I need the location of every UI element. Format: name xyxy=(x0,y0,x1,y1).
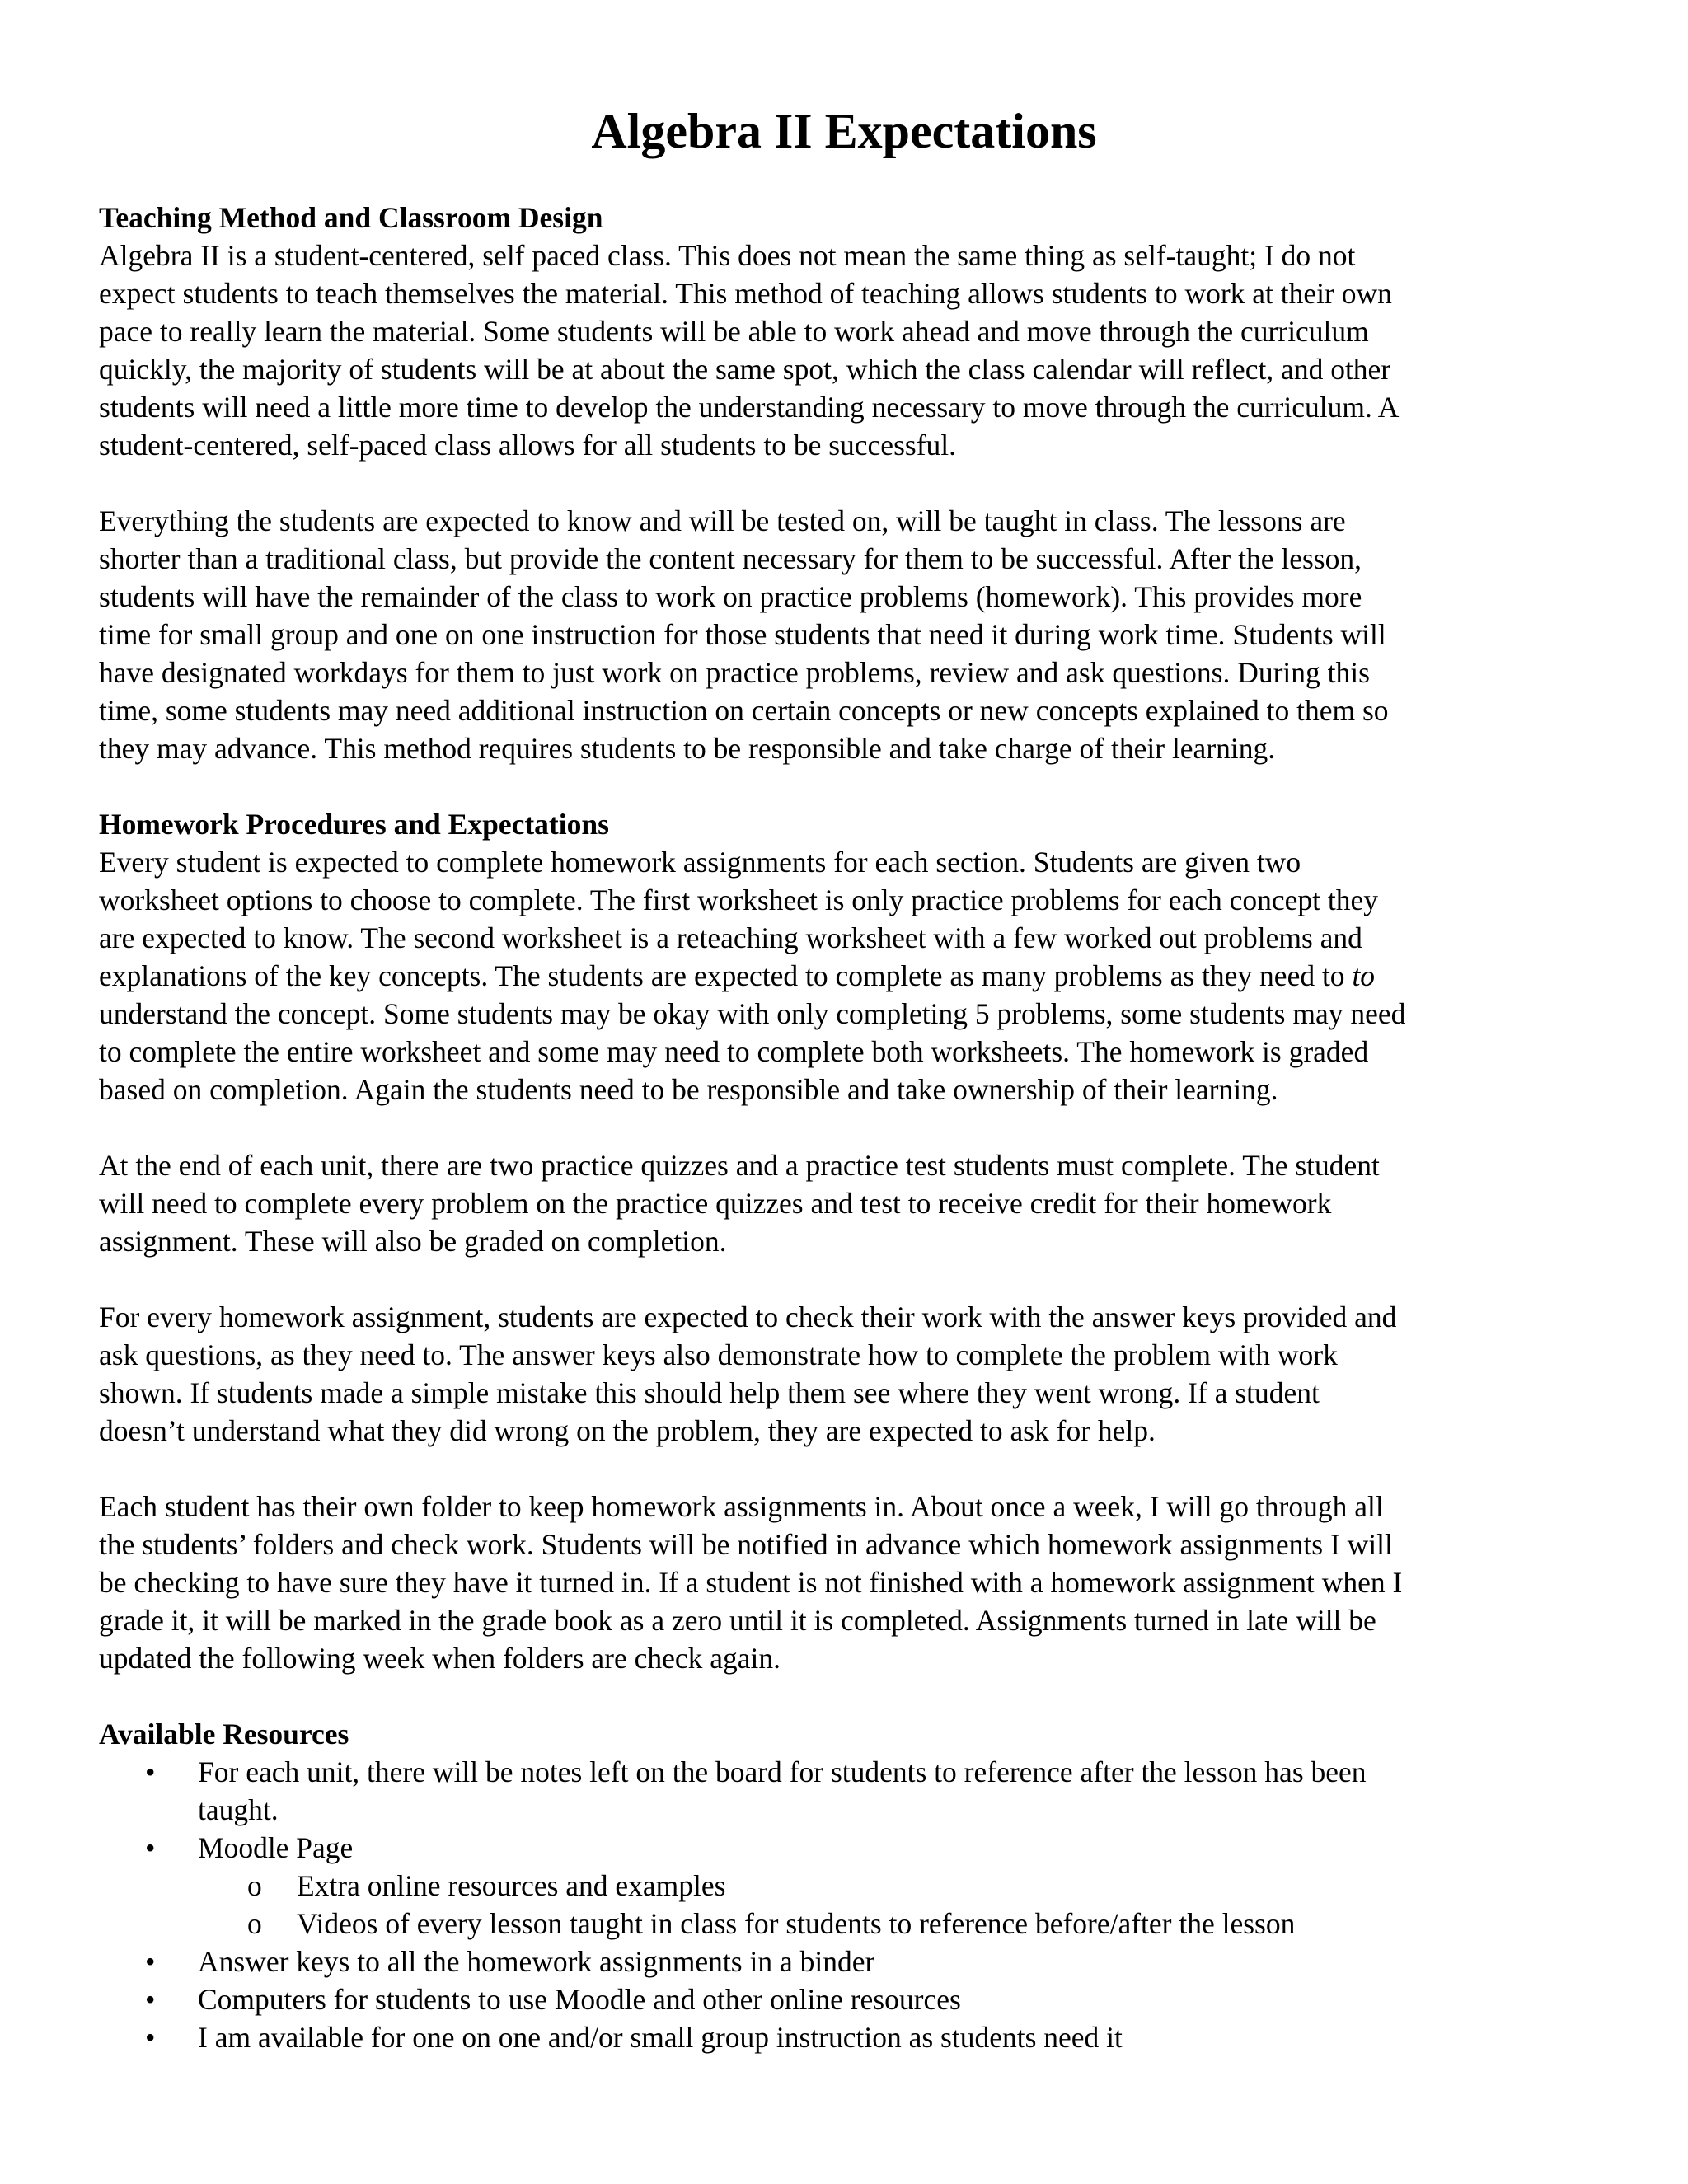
paragraph-homework-3 xyxy=(99,1298,1582,1450)
text-line: Answer keys to all the homework assignments in a binder xyxy=(198,1945,875,1978)
list-item xyxy=(99,1753,1582,1829)
paragraph-teaching-1 xyxy=(99,237,1582,464)
text-line: assignment. These will also be graded on completion. xyxy=(99,1225,727,1258)
text-line: Each student has their own folder to keep homework assignments in. About once a week, I will go through all xyxy=(99,1490,1384,1523)
italic-word: to xyxy=(1352,959,1376,992)
text-line: For each unit, there will be notes left on the board for students to reference after the lesson has been xyxy=(198,1755,1367,1788)
document-body xyxy=(99,199,1582,2056)
text-line: updated the following week when folders are check again. xyxy=(99,1642,781,1675)
text-line: are expected to know. The second worksheet is a reteaching worksheet with a few worked out problems and xyxy=(99,921,1362,954)
text-line: students will need a little more time to develop the understanding necessary to move through the curriculum. A xyxy=(99,391,1400,424)
text-line: worksheet options to choose to complete. The first worksheet is only practice problems for each concept they xyxy=(99,883,1379,916)
sub-list-item xyxy=(198,1905,1582,1943)
text-line: student-centered, self-paced class allows for all students to be successful. xyxy=(99,429,957,462)
paragraph-homework-2 xyxy=(99,1146,1582,1260)
circle-bullet-icon: o xyxy=(247,1907,262,1940)
list-item xyxy=(99,1829,1582,1943)
text-line: Extra online resources and examples xyxy=(297,1869,726,1902)
text-line: doesn’t understand what they did wrong on the problem, they are expected to ask for help. xyxy=(99,1414,1156,1447)
text-line: expect students to teach themselves the material. This method of teaching allows students to work at their own xyxy=(99,277,1392,310)
text-line: Everything the students are expected to know and will be tested on, will be taught in class. The lessons are xyxy=(99,504,1346,537)
paragraph-homework-4 xyxy=(99,1488,1582,1677)
text-line: students will have the remainder of the class to work on practice problems (homework). This provides more xyxy=(99,580,1362,613)
text-line: quickly, the majority of students will be at about the same spot, which the class calendar will reflect, and other xyxy=(99,353,1391,386)
text-line: be checking to have sure they have it turned in. If a student is not finished with a homework assignment when I xyxy=(99,1566,1403,1599)
list-item xyxy=(99,1943,1582,1980)
section-heading-teaching: Teaching Method and Classroom Design xyxy=(99,201,603,234)
text-line: will need to complete every problem on the practice quizzes and test to receive credit for their homework xyxy=(99,1187,1332,1220)
text-line: time for small group and one on one instruction for those students that need it during work time. Students will xyxy=(99,618,1386,651)
text-line: Every student is expected to complete homework assignments for each section. Students are given two xyxy=(99,846,1301,879)
text-line: ask questions, as they need to. The answer keys also demonstrate how to complete the problem with work xyxy=(99,1338,1338,1371)
text-line: Videos of every lesson taught in class for students to reference before/after the lesson xyxy=(297,1907,1296,1940)
text-line: taught. xyxy=(198,1793,279,1826)
text-line: based on completion. Again the students need to be responsible and take ownership of their learning. xyxy=(99,1073,1278,1106)
text-run: explanations of the key concepts. The students are expected to complete as many problems as they need to xyxy=(99,959,1353,992)
text-line: Computers for students to use Moodle and other online resources xyxy=(198,1983,961,2016)
text-line: have designated workdays for them to just work on practice problems, review and ask questions. During this xyxy=(99,656,1370,689)
text-line: For every homework assignment, students are expected to check their work with the answer keys provided and xyxy=(99,1301,1397,1333)
text-line: Algebra II is a student-centered, self paced class. This does not mean the same thing as self-taught; I do not xyxy=(99,239,1356,272)
sub-list-item xyxy=(198,1867,1582,1905)
text-line: At the end of each unit, there are two practice quizzes and a practice test students must complete. The student xyxy=(99,1149,1380,1182)
circle-bullet-icon: o xyxy=(247,1869,262,1902)
resources-list xyxy=(99,1753,1582,2056)
text-line: shorter than a traditional class, but provide the content necessary for them to be successful. After the lesson, xyxy=(99,542,1362,575)
text-line: time, some students may need additional instruction on certain concepts or new concepts explained to them so xyxy=(99,694,1389,727)
list-item xyxy=(99,2018,1582,2056)
bullet-icon: • xyxy=(145,1831,156,1864)
text-line: the students’ folders and check work. Students will be notified in advance which homework assignments I will xyxy=(99,1528,1393,1561)
list-item xyxy=(99,1980,1582,2018)
text-line: they may advance. This method requires students to be responsible and take charge of their learning. xyxy=(99,732,1276,765)
text-line: Moodle Page xyxy=(198,1831,354,1864)
bullet-icon: • xyxy=(145,1983,156,2016)
bullet-icon: • xyxy=(145,1755,156,1788)
section-heading-homework: Homework Procedures and Expectations xyxy=(99,808,609,841)
paragraph-teaching-2 xyxy=(99,502,1582,767)
text-line: pace to really learn the material. Some students will be able to work ahead and move through the curriculum xyxy=(99,315,1369,348)
paragraph-homework-1 xyxy=(99,843,1582,1108)
sub-list xyxy=(198,1867,1582,1943)
text-line: shown. If students made a simple mistake this should help them see where they went wrong. If a student xyxy=(99,1376,1320,1409)
text-line: I am available for one on one and/or small group instruction as students need it xyxy=(198,2021,1123,2054)
section-heading-resources: Available Resources xyxy=(99,1718,349,1750)
page-title: Algebra II Expectations xyxy=(591,104,1097,158)
bullet-icon: • xyxy=(145,2021,156,2054)
text-line: grade it, it will be marked in the grade book as a zero until it is completed. Assignments turned in late will be xyxy=(99,1604,1376,1637)
text-line: to complete the entire worksheet and some may need to complete both worksheets. The homework is graded xyxy=(99,1035,1369,1068)
text-line xyxy=(99,957,1582,995)
bullet-icon: • xyxy=(145,1945,156,1978)
text-line: understand the concept. Some students may be okay with only completing 5 problems, some students may need xyxy=(99,997,1406,1030)
